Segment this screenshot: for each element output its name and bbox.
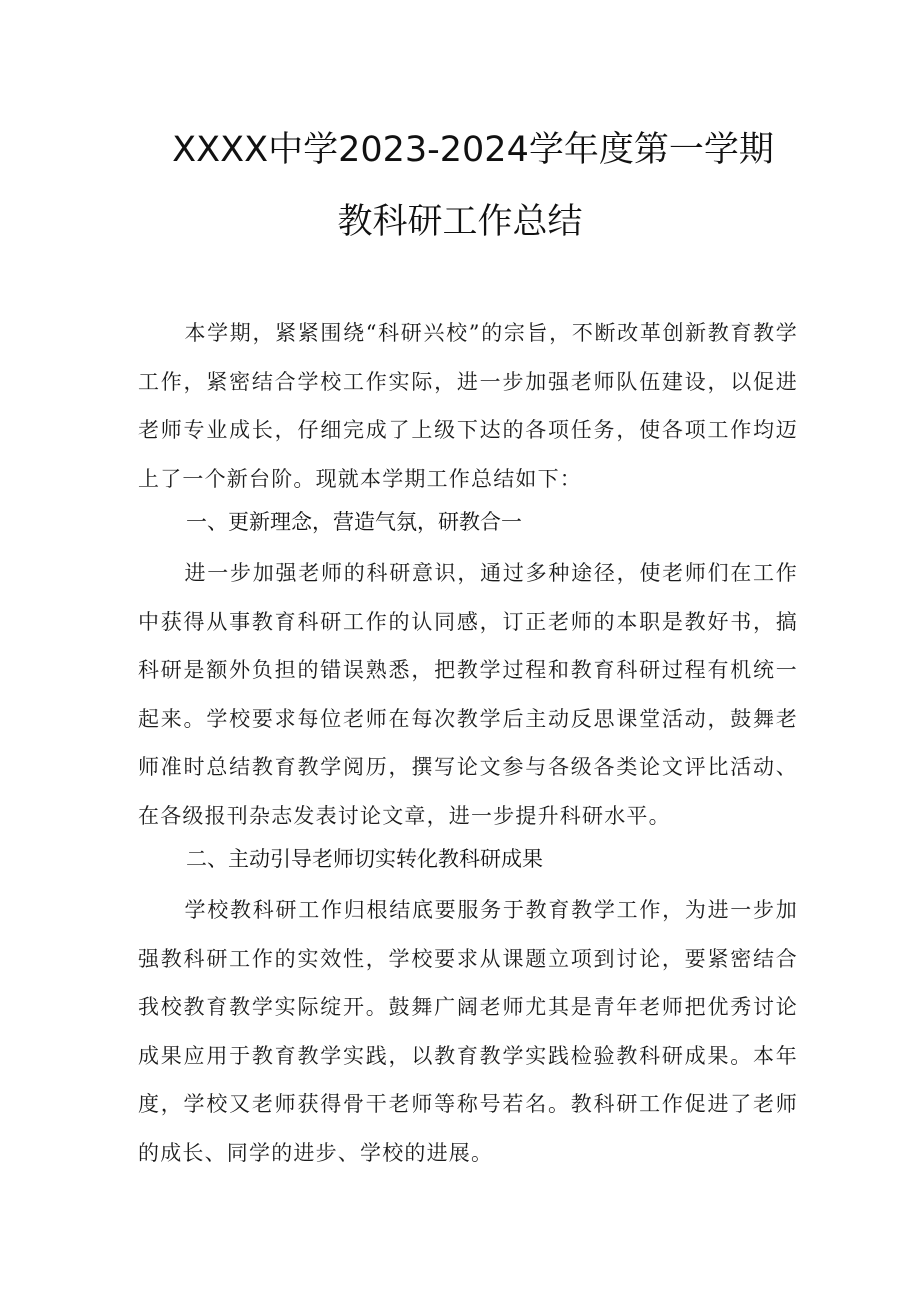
section-heading-1: 一、更新理念，营造气氛，研教合一 — [186, 510, 522, 534]
document-title-line-2: 教科研工作总结 — [337, 202, 583, 242]
document-title-line-1: XXXX中学2023-2024学年度第一学期 — [172, 130, 774, 170]
section-paragraph-1 — [138, 549, 798, 840]
section-1-text: 进一步加强老师的科研意识，通过多种途径，使老师们在工作中获得从事教育科研工作的认同感，订正老师的本职是教好书，搞科研是额外负担的错误熟悉，把教学过程和教育科研过程有机统一起来。学校要求每位老师在每次教学后主动反思课堂活动，鼓舞老师准时总结教育教学阅历，撰写论文参与各级各类论文评比活动、在各级报刊杂志发表讨论文章，进一步提升科研水平。 — [138, 561, 798, 828]
intro-text: 本学期，紧紧围绕“科研兴校”的宗旨，不断改革创新教育教学工作，紧密结合学校工作实际，进一步加强老师队伍建设，以促进老师专业成长，仔细完成了上级下达的各项任务，使各项工作均迈上了一个新台阶。现就本学期工作总结如下： — [138, 321, 798, 491]
section-heading-2: 二、主动引导老师切实转化教科研成果 — [186, 847, 543, 871]
section-paragraph-2 — [138, 886, 798, 1177]
section-2-text: 学校教科研工作归根结底要服务于教育教学工作，为进一步加强教科研工作的实效性，学校要求从课题立项到讨论，要紧密结合我校教育教学实际绽开。鼓舞广阔老师尤其是青年老师把优秀讨论成果应用于教育教学实践，以教育教学实践检验教科研成果。本年度，学校又老师获得骨干老师等称号若名。教科研工作促进了老师的成长、同学的进步、学校的进展。 — [138, 898, 798, 1165]
intro-paragraph — [138, 309, 798, 503]
